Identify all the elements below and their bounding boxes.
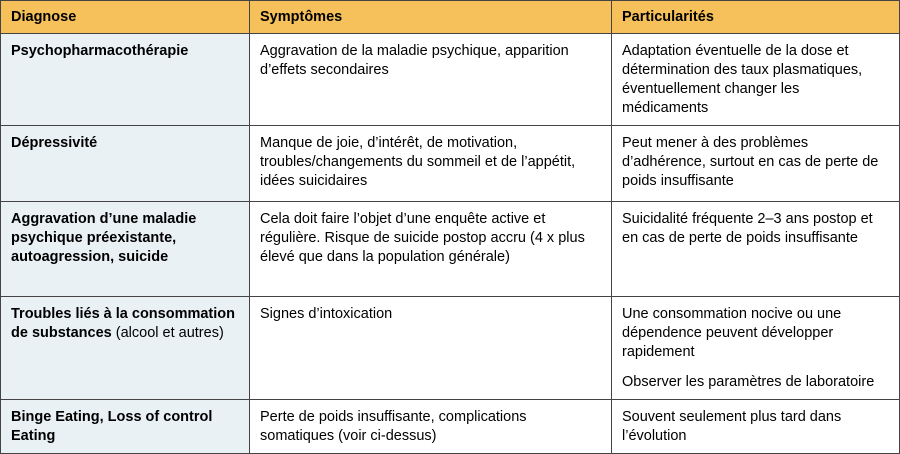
diagnose-title: Aggravation d’une maladie psychique préexistante, autoagression, suicide (11, 211, 197, 265)
particularites-text: Peut mener à des problèmes d’adhérence, surtout en cas de perte de poids insuffisante (622, 135, 879, 189)
symptomes-cell: Aggravation de la maladie psychique, apparition d’effets secondaires (250, 34, 612, 126)
particularites-cell (612, 126, 900, 202)
particularites-text: Souvent seulement plus tard dans l’évolution (622, 409, 842, 444)
header-diagnose: Diagnose (1, 1, 250, 34)
header-particularites: Particularités (612, 1, 900, 34)
diagnose-cell (1, 202, 250, 297)
table-row (1, 126, 900, 202)
particularites-text: Suicidalité fréquente 2–3 ans postop et en cas de perte de poids insuffisante (622, 211, 873, 246)
particularites-text: Adaptation éventuelle de la dose et détermination des taux plasmatiques, éventuellement changer les médicaments (622, 43, 863, 116)
symptomes-cell: Cela doit faire l’objet d’une enquête active et régulière. Risque de suicide postop accru (4 x plus élevé que dans la population générale) (250, 202, 612, 297)
particularites-cell (612, 202, 900, 297)
table-header-row (1, 1, 900, 34)
particularites-cell (612, 400, 900, 454)
particularites-text: Observer les paramètres de laboratoire (622, 374, 875, 390)
diagnose-title: Psychopharmacothérapie (11, 43, 189, 59)
particularites-text: Une consommation nocive ou une dépendence peuvent développer rapidement (622, 306, 842, 360)
diagnose-title: Binge Eating, Loss of control Eating (11, 409, 213, 444)
symptomes-cell: Manque de joie, d’intérêt, de motivation, troubles/changements du sommeil et de l’appétit, idées suicidaires (250, 126, 612, 202)
diagnose-title: Troubles liés à la consommation de substances (11, 306, 236, 341)
diagnose-title: Dépressivité (11, 135, 98, 151)
table-row (1, 34, 900, 126)
particularites-cell (612, 34, 900, 126)
diagnose-cell (1, 400, 250, 454)
diagnose-cell (1, 126, 250, 202)
diagnose-cell (1, 34, 250, 126)
table-row (1, 400, 900, 454)
particularites-cell (612, 297, 900, 400)
diagnose-note: (alcool et autres) (115, 325, 224, 341)
table-row (1, 297, 900, 400)
symptomes-cell: Signes d’intoxication (250, 297, 612, 400)
header-symptomes: Symptômes (250, 1, 612, 34)
symptomes-cell: Perte de poids insuffisante, complications somatiques (voir ci-dessus) (250, 400, 612, 454)
diagnose-cell (1, 297, 250, 400)
table-row (1, 202, 900, 297)
